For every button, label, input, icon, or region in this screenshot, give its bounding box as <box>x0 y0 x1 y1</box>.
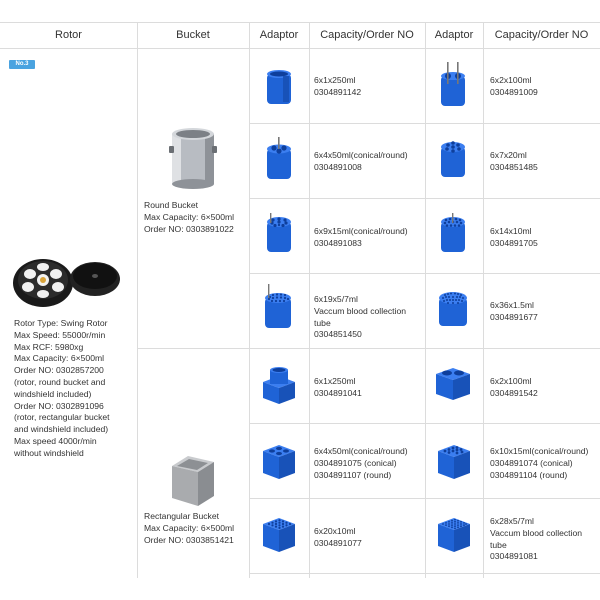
round-adaptor-14x10ml-icon <box>437 212 469 258</box>
grid-line <box>249 498 600 499</box>
capacity-line: 6x7x20ml <box>490 150 527 160</box>
rotor-spec-line: Max RCF: 5980xg <box>14 341 84 352</box>
capacity-line: 0304891074 (conical) <box>490 457 573 468</box>
round-adaptor-9x15ml-icon <box>263 212 295 258</box>
rotor-spec-line: Order NO: 0302857200 <box>14 365 104 376</box>
capacity-line: 6x1x250ml <box>314 376 356 386</box>
capacity-line: 6x1x250ml <box>314 75 356 85</box>
grid-line <box>137 348 600 349</box>
capacity-info <box>490 150 538 174</box>
capacity-line: 0304891077 <box>314 537 362 548</box>
swing-rotor-icon <box>10 250 122 312</box>
capacity-line: 6x36x1.5ml <box>490 300 534 310</box>
capacity-line: 6x14x10ml <box>490 226 532 236</box>
grid-line <box>425 22 426 578</box>
rect-adaptor-1x250ml-icon <box>260 364 298 406</box>
round-bucket-line: Order NO: 0303891022 <box>144 223 234 234</box>
grid-line <box>137 22 138 578</box>
capacity-line: 0304851485 <box>490 161 538 172</box>
capacity-line: Vaccum blood collection <box>490 527 583 538</box>
grid-line <box>0 22 600 23</box>
capacity-info <box>490 300 538 324</box>
grid-line <box>249 198 600 199</box>
capacity-info <box>490 376 538 400</box>
capacity-line: 6x20x10ml <box>314 526 356 536</box>
header-rotor: Rotor <box>55 29 82 41</box>
capacity-info <box>490 226 538 250</box>
grid-line <box>249 573 600 574</box>
capacity-line: tube <box>490 539 507 550</box>
rotor-spec-line: without windshield <box>14 447 84 458</box>
rotor-spec-line: Order NO: 0302891096 <box>14 400 104 411</box>
round-adaptor-2x100ml-icon <box>437 60 469 112</box>
capacity-line: 0304891677 <box>490 311 538 322</box>
capacity-info <box>314 446 408 481</box>
round-adaptor-1x250ml-icon <box>263 68 295 108</box>
capacity-line: 0304891041 <box>314 387 362 398</box>
rectangular-bucket-icon <box>168 452 218 510</box>
rectangular-bucket-line: Max Capacity: 6×500ml <box>144 522 235 533</box>
header-bucket: Bucket <box>176 29 210 41</box>
grid-line <box>249 123 600 124</box>
header-capacity-right: Capacity/Order NO <box>494 29 589 41</box>
header-adaptor-left: Adaptor <box>259 29 299 41</box>
capacity-line: 6x2x100ml <box>490 376 532 386</box>
capacity-line: 0304891075 (conical) <box>314 457 397 468</box>
header-capacity-left: Capacity/Order NO <box>320 29 414 41</box>
round-adaptor-7x20ml-icon <box>437 137 469 183</box>
capacity-info <box>314 75 361 99</box>
capacity-line: 0304891142 <box>314 86 362 97</box>
capacity-line: 0304891705 <box>490 237 538 248</box>
capacity-info <box>314 226 408 250</box>
model-badge: No.3 <box>9 60 35 69</box>
grid-line <box>0 48 600 49</box>
rotor-spec-line: and windshield included) <box>14 424 109 435</box>
rotor-specs <box>14 318 110 460</box>
capacity-line: 6x4x50ml(conical/round) <box>314 150 408 160</box>
round-bucket-line: Max Capacity: 6×500ml <box>144 211 235 222</box>
capacity-line: 0304891083 <box>314 237 362 248</box>
capacity-info <box>314 150 408 174</box>
header-adaptor-right: Adaptor <box>434 29 474 41</box>
capacity-info <box>314 294 406 341</box>
capacity-line: 6x10x15ml(conical/round) <box>490 446 589 456</box>
rotor-spec-line: Max Capacity: 6×500ml <box>14 353 105 364</box>
rotor-spec-line: Rotor Type: Swing Rotor <box>14 318 108 328</box>
capacity-line: 6x28x5/7ml <box>490 516 534 526</box>
capacity-line: 6x9x15ml(conical/round) <box>314 226 408 236</box>
round-bucket-info <box>144 200 234 235</box>
capacity-line: 6x4x50ml(conical/round) <box>314 446 408 456</box>
rect-adaptor-4x50ml-icon <box>260 441 298 483</box>
rotor-spec-line: windshield included) <box>14 388 92 399</box>
rotor-spec-line: Max Speed: 55000r/min <box>14 329 106 340</box>
round-adaptor-19x5ml-icon <box>262 284 294 334</box>
rect-adaptor-10x15ml-icon <box>435 441 473 483</box>
capacity-line: 0304891081 <box>490 551 538 562</box>
capacity-line: Vaccum blood collection <box>314 305 407 316</box>
capacity-line: 0304891009 <box>490 86 538 97</box>
round-bucket-line: Round Bucket <box>144 200 198 210</box>
capacity-line: 0304891107 (round) <box>314 469 392 480</box>
rect-adaptor-28x5ml-icon <box>435 514 473 556</box>
rectangular-bucket-info <box>144 511 234 546</box>
capacity-line: 6x19x5/7ml <box>314 294 358 304</box>
grid-line <box>483 22 484 578</box>
rotor-spec-line: Max speed 4000r/min <box>14 435 97 446</box>
capacity-info <box>490 516 582 563</box>
rectangular-bucket-line: Rectangular Bucket <box>144 511 219 521</box>
grid-line <box>249 273 600 274</box>
round-adaptor-4x50ml-icon <box>263 135 295 183</box>
rotor-spec-line: (rotor, round bucket and <box>14 376 106 387</box>
capacity-line: 0304851450 <box>314 329 362 340</box>
capacity-line: tube <box>314 317 331 328</box>
capacity-line: 0304891104 (round) <box>490 469 568 480</box>
grid-line <box>249 423 600 424</box>
capacity-line: 0304891542 <box>490 387 538 398</box>
capacity-info <box>490 446 588 481</box>
round-adaptor-36x1.5ml-icon <box>436 288 470 332</box>
rectangular-bucket-line: Order NO: 0303851421 <box>144 534 234 545</box>
rotor-spec-line: (rotor, rectangular bucket <box>14 412 110 423</box>
round-bucket-icon <box>168 126 218 190</box>
capacity-info <box>490 75 538 99</box>
capacity-info <box>314 526 362 550</box>
capacity-info <box>314 376 362 400</box>
capacity-line: 6x2x100ml <box>490 75 532 85</box>
rect-adaptor-2x100ml-icon <box>433 362 473 404</box>
grid-line <box>249 22 250 578</box>
capacity-line: 0304891008 <box>314 161 362 172</box>
rect-adaptor-20x10ml-icon <box>260 514 298 556</box>
grid-line <box>309 22 310 578</box>
